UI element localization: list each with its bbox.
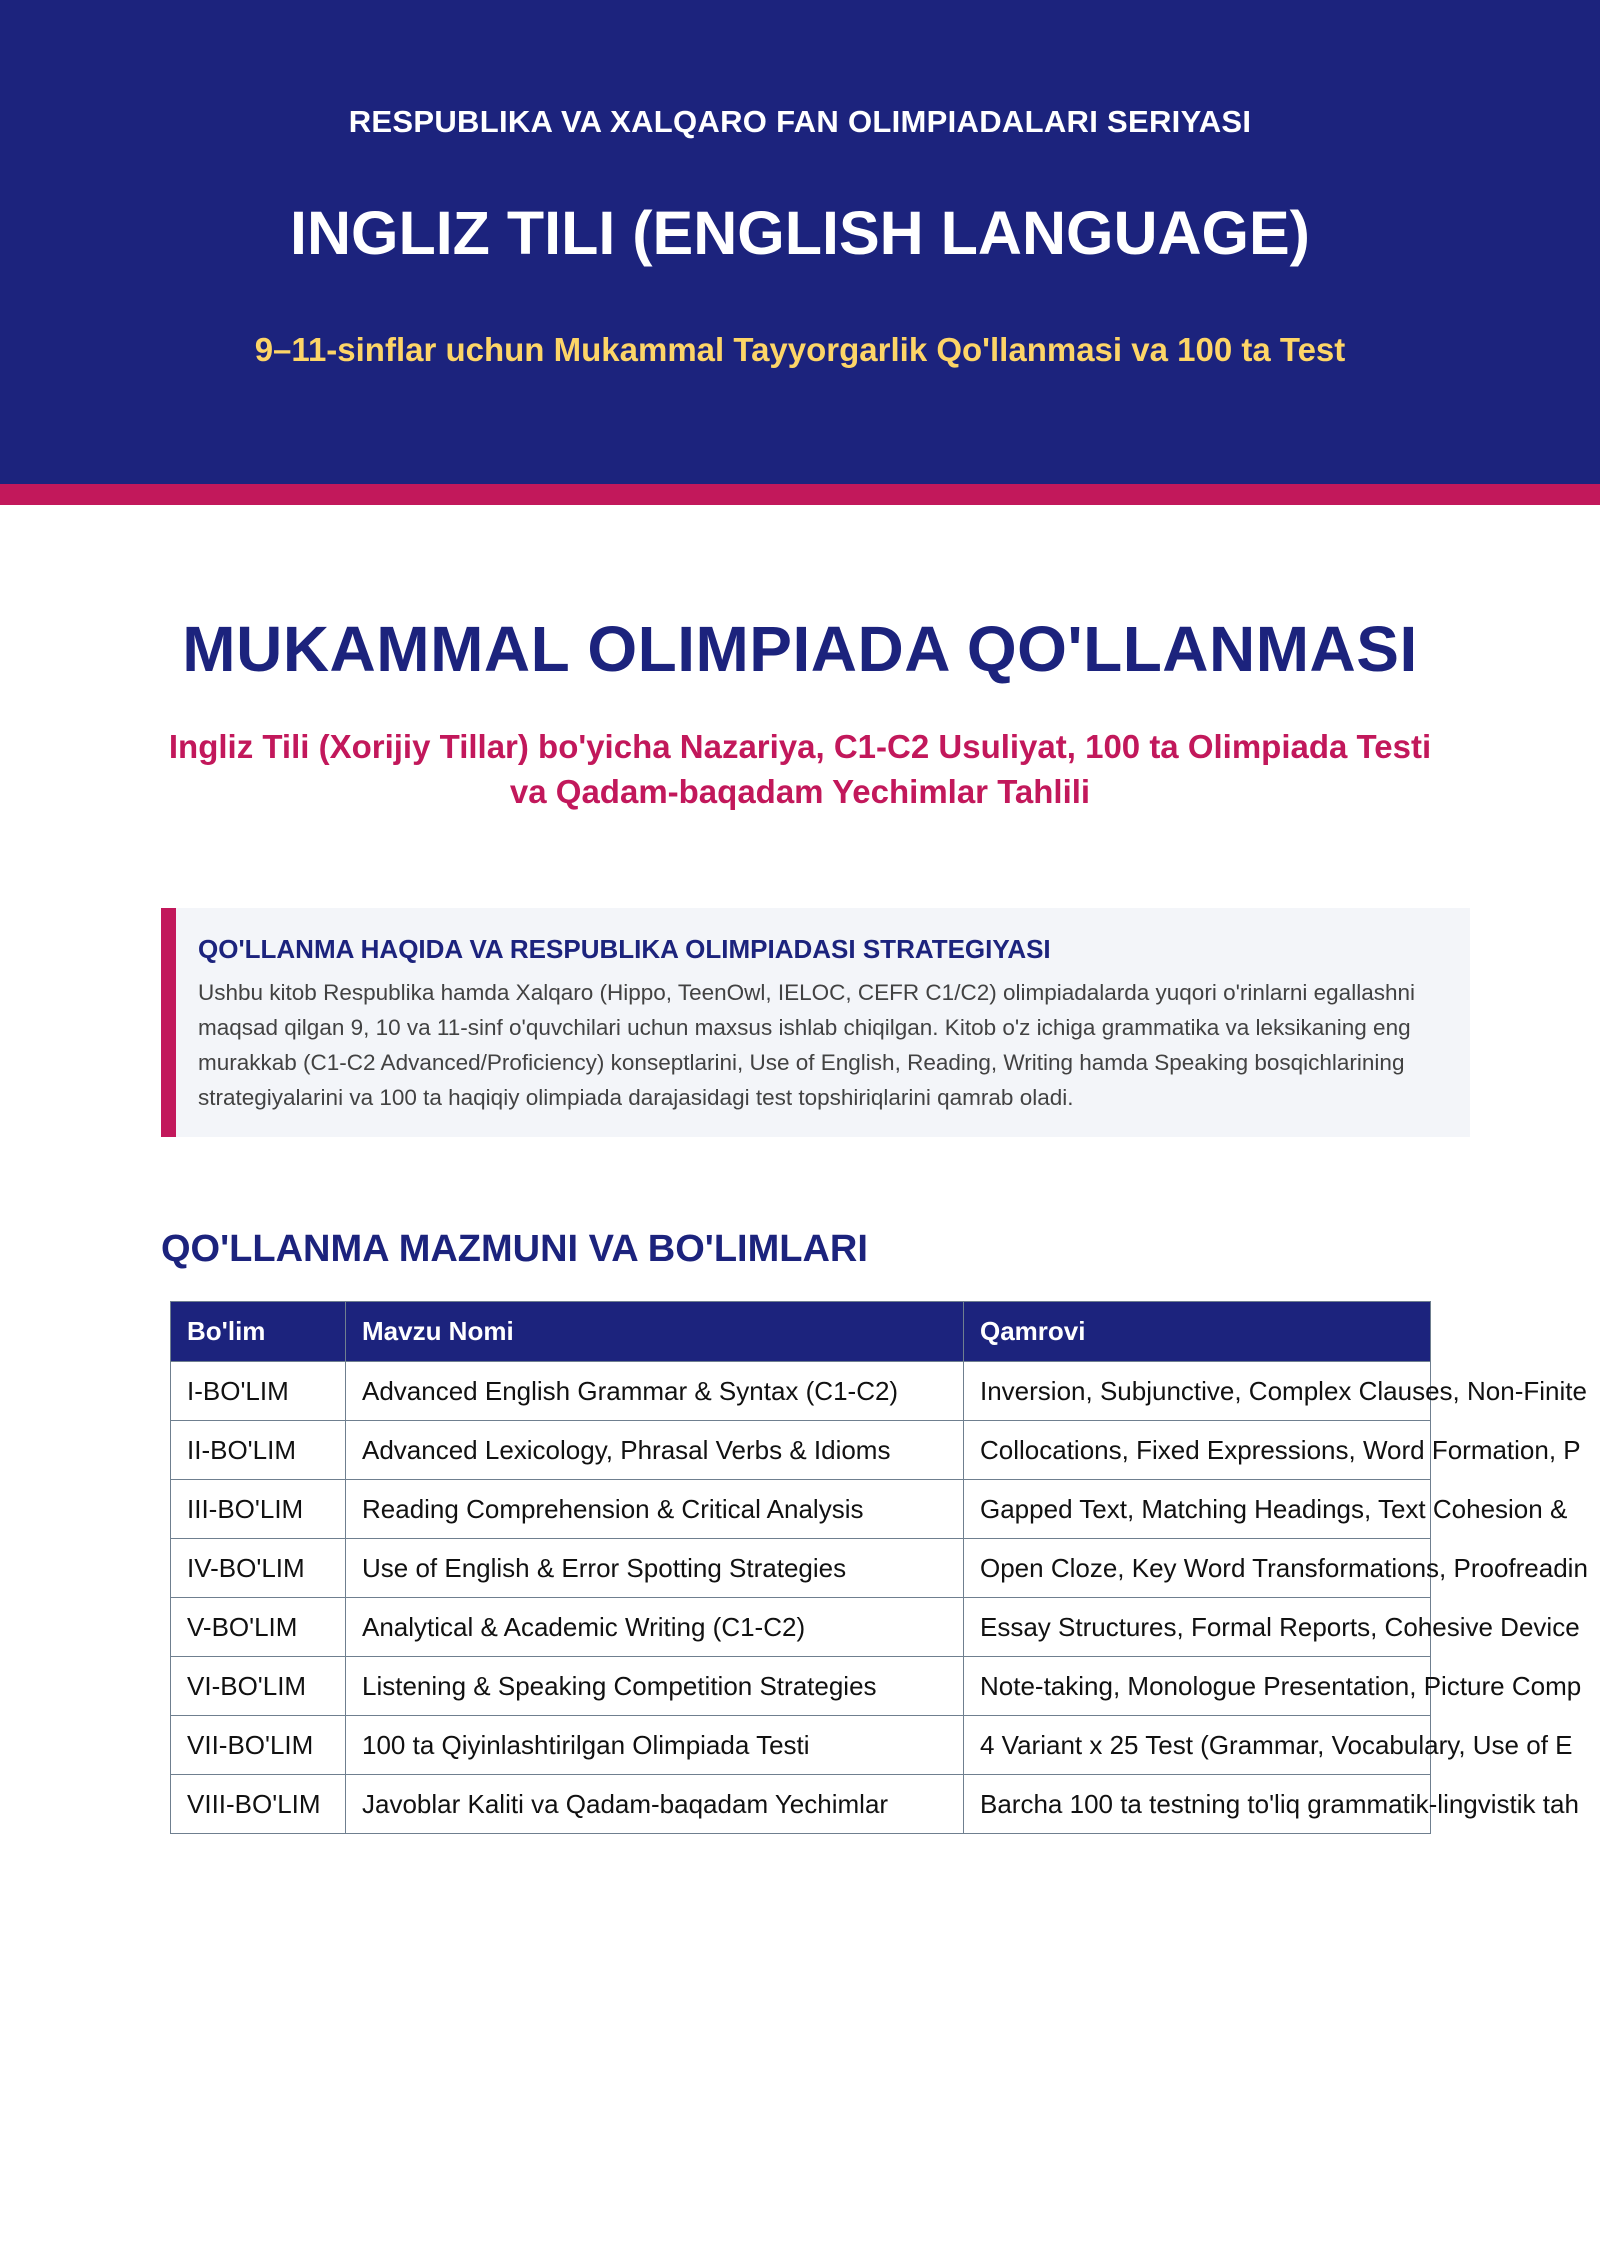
doc-heading: MUKAMMAL OLIMPIADA QO'LLANMASI <box>182 613 1418 685</box>
cell-scope: Open Cloze, Key Word Transformations, Proofreadin <box>964 1539 1431 1598</box>
table-row <box>171 1716 1431 1775</box>
cell-scope: Note-taking, Monologue Presentation, Picture Comp <box>964 1657 1431 1716</box>
cell-section: II-BO'LIM <box>171 1421 346 1480</box>
cell-topic: Use of English & Error Spotting Strategies <box>346 1539 964 1598</box>
table-row <box>171 1480 1431 1539</box>
info-box <box>161 908 1470 1137</box>
table-header-row <box>171 1302 1431 1362</box>
cell-topic: Reading Comprehension & Critical Analysis <box>346 1480 964 1539</box>
info-box-text: Ushbu kitob Respublika hamda Xalqaro (Hippo, TeenOwl, IELOC, CEFR C1/C2) olimpiadalarda yuqori o'rinlarni egallashni maqsad qilgan 9, 10 va 11-sinf o'quvchilari uchun maxsus ishlab chiqilgan. Kitob o'z ichiga grammatika va leksikaning eng murakkab (C1-C2 Advanced/Proficiency) konseptlarini, Use of English, Reading, Writing hamda Speaking bosqichlarining strategiyalarini va 100 ta haqiqiy olimpiada darajasidagi test topshiriqlarini qamrab oladi. <box>198 980 1415 1110</box>
info-box-title: QO'LLANMA HAQIDA VA RESPUBLIKA OLIMPIADASI STRATEGIYASI <box>198 934 1051 964</box>
header-accent-stripe <box>0 484 1600 505</box>
sub-title: 9–11-sinflar uchun Mukammal Tayyorgarlik Qo'llanmasi va 100 ta Test <box>254 331 1346 368</box>
table-row <box>171 1775 1431 1834</box>
cell-section: IV-BO'LIM <box>171 1539 346 1598</box>
cell-section: VI-BO'LIM <box>171 1657 346 1716</box>
cell-topic: Javoblar Kaliti va Qadam-baqadam Yechimlar <box>346 1775 964 1834</box>
contents-table-wrapper <box>170 1301 1600 1834</box>
cell-section: III-BO'LIM <box>171 1480 346 1539</box>
contents-heading: QO'LLANMA MAZMUNI VA BO'LIMLARI <box>161 1228 868 1270</box>
doc-subheading: Ingliz Tili (Xorijiy Tillar) bo'yicha Nazariya, C1-C2 Usuliyat, 100 ta Olimpiada Testi va Qadam-baqadam Yechimlar Tahlili <box>168 728 1432 810</box>
column-header-scope: Qamrovi <box>964 1302 1431 1362</box>
table-row <box>171 1657 1431 1716</box>
cell-scope: Barcha 100 ta testning to'liq grammatik-lingvistik tah <box>964 1775 1431 1834</box>
cell-section: V-BO'LIM <box>171 1598 346 1657</box>
contents-table <box>170 1301 1588 1834</box>
cell-scope: 4 Variant x 25 Test (Grammar, Vocabulary, Use of E <box>964 1716 1431 1775</box>
table-row <box>171 1598 1431 1657</box>
cell-section: I-BO'LIM <box>171 1362 346 1421</box>
cell-topic: Analytical & Academic Writing (C1-C2) <box>346 1598 964 1657</box>
cell-topic: Advanced English Grammar & Syntax (C1-C2) <box>346 1362 964 1421</box>
cell-scope: Gapped Text, Matching Headings, Text Cohesion & <box>964 1480 1431 1539</box>
cell-topic: Listening & Speaking Competition Strategies <box>346 1657 964 1716</box>
cell-topic: 100 ta Qiyinlashtirilgan Olimpiada Testi <box>346 1716 964 1775</box>
cell-scope: Inversion, Subjunctive, Complex Clauses, Non-Finite <box>964 1362 1431 1421</box>
cell-topic: Advanced Lexicology, Phrasal Verbs & Idioms <box>346 1421 964 1480</box>
column-header-section: Bo'lim <box>171 1302 346 1362</box>
cell-section: VIII-BO'LIM <box>171 1775 346 1834</box>
cell-scope: Collocations, Fixed Expressions, Word Formation, P <box>964 1421 1431 1480</box>
cell-section: VII-BO'LIM <box>171 1716 346 1775</box>
column-header-topic: Mavzu Nomi <box>346 1302 964 1362</box>
table-row <box>171 1421 1431 1480</box>
table-row <box>171 1362 1431 1421</box>
series-title: RESPUBLIKA VA XALQARO FAN OLIMPIADALARI SERIYASI <box>348 104 1252 139</box>
table-row <box>171 1539 1431 1598</box>
main-title: INGLIZ TILI (ENGLISH LANGUAGE) <box>290 199 1310 267</box>
cell-scope: Essay Structures, Formal Reports, Cohesive Device <box>964 1598 1431 1657</box>
